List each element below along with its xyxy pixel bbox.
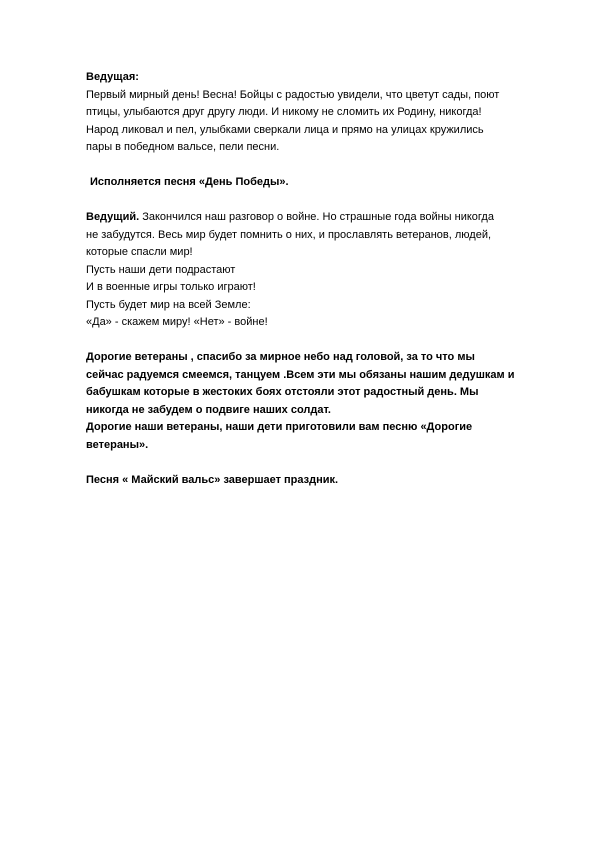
text-line: [86, 209, 546, 227]
text-line: никогда не забудем о подвиге наших солдат.: [86, 403, 331, 416]
paragraph-gap: [86, 454, 546, 472]
poem-line: «Да» - скажем миру! «Нет» - войне!: [86, 316, 268, 328]
closing-line: Песня « Майский вальс» завершает праздник.: [86, 473, 339, 486]
paragraph-gap: [86, 332, 546, 350]
veterans-address: [86, 349, 546, 454]
text-line: Дорогие наши ветераны, наши дети приготовили вам песню «Дорогие: [86, 421, 473, 433]
paragraph-gap: [86, 157, 546, 175]
poem-line: Пусть наши дети подрастают: [86, 263, 236, 276]
text-line: Первый мирный день! Весна! Бойцы с радостью увидели, что цветут сады, поют: [86, 88, 500, 101]
song-announcement: Исполняется песня «День Победы».: [90, 176, 289, 188]
host-heading: Ведущая:: [86, 71, 139, 83]
text-line: не забудутся. Весь мир будет помнить о них, и прославлять ветеранов, людей,: [86, 228, 492, 241]
text-line: птицы, улыбаются друг другу люди. И никому не сломить их Родину, никогда!: [86, 106, 482, 118]
host-heading: Ведущий.: [86, 211, 140, 223]
paragraph-gap: [86, 192, 546, 210]
text-line: Дорогие ветераны , спасибо за мирное небо над головой, за то что мы: [86, 351, 475, 363]
document-body: [86, 69, 546, 489]
text-line: Народ ликовал и пел, улыбками сверкали лица и прямо на улицах кружились: [86, 123, 484, 136]
poem-line: И в военные игры только играют!: [86, 281, 256, 293]
text-line: которые спасли мир!: [86, 246, 193, 258]
host-speech-1: [86, 69, 546, 157]
text-line: сейчас радуемся смеемся, танцуем .Всем эти мы обязаны нашим дедушкам и: [86, 368, 515, 381]
poem-line: Пусть будет мир на всей Земле:: [86, 298, 251, 311]
text-line: бабушкам которые в жестоких боях отстояли этот радостный день. Мы: [86, 386, 479, 398]
host-speech-2: [86, 209, 546, 332]
text-fragment: Закончился наш разговор о войне. Но страшные года войны никогда: [139, 211, 494, 223]
text-line: пары в победном вальсе, пели песни.: [86, 141, 280, 153]
text-line: ветераны».: [86, 438, 149, 451]
